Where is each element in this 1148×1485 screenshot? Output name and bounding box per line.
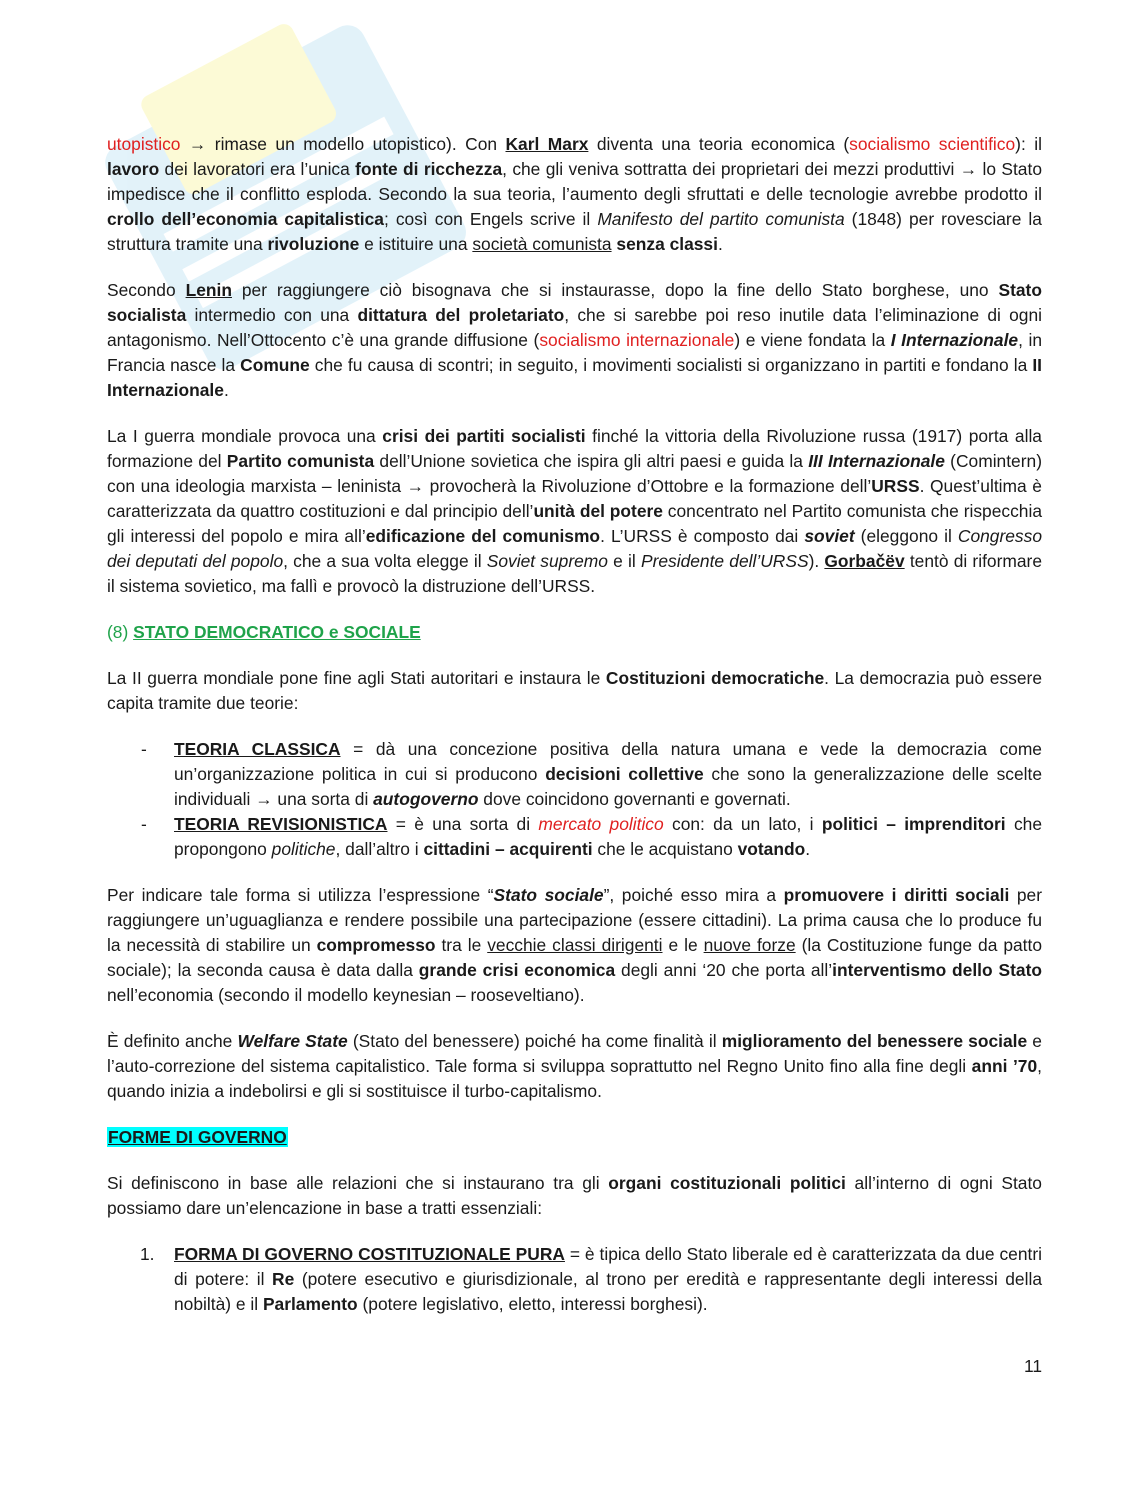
document-page [107, 132, 1042, 1338]
text-run: che sono la generalizzazione delle scelte individuali → una sorta di [174, 764, 1043, 809]
text-manifesto: Manifesto del partito comunista [597, 209, 845, 229]
text-run: che fu causa di scontri; in seguito, i movimenti socialisti si organizzano in partiti e fondano la [309, 355, 1033, 375]
text-run: per raggiungere un’uguaglianza e rendere possibile una partecipazione (essere cittadini). La prima causa che lo produce fu la necessità di stabilire un [107, 885, 1042, 955]
text-iii-internazionale: III Internazionale [808, 451, 945, 471]
text-run: . [805, 839, 811, 859]
text-run: che le acquistano [592, 839, 738, 859]
text-promuovere: promuovere i diritti sociali [783, 885, 1010, 905]
forme-list [107, 1242, 1042, 1317]
text-run: degli anni ‘20 che porta all’ [615, 960, 833, 980]
list-item-teoria-classica [107, 737, 1042, 812]
text-welfare-state: Welfare State [237, 1031, 348, 1051]
text-anni-70: anni ’70 [971, 1056, 1038, 1076]
text-rivoluzione: rivoluzione [267, 234, 360, 254]
text-organi: organi costituzionali politici [608, 1173, 846, 1193]
text-run: , che si sarebbe poi reso inutile data l’eliminazione di ogni antagonismo. Nell’Ottocento c’è una grande diffusione ( [107, 305, 1042, 350]
paragraph-organi [107, 1171, 1042, 1221]
page-number: 11 [1023, 1356, 1042, 1376]
text-run: tra le [435, 935, 488, 955]
section-title: STATO DEMOCRATICO e SOCIALE [133, 622, 421, 642]
text-run: e l’auto-correzione del sistema capitalistico. Tale forma si sviluppa soprattutto nel Regno Unito fino alla fine degli [107, 1031, 1042, 1076]
theories-list [107, 737, 1042, 862]
paragraph-urss [107, 424, 1042, 599]
list-marker: - [141, 739, 147, 759]
text-run: , in Francia nasce la [107, 330, 1043, 375]
list-item-teoria-revisionistica [107, 812, 1042, 862]
text-run: e il [607, 551, 641, 571]
text-gorbacev: Gorbačëv [824, 551, 905, 571]
text-socialismo-scientifico: socialismo scientifico [849, 134, 1016, 154]
text-i-internazionale: I Internazionale [890, 330, 1019, 350]
text-mercato-politico: mercato politico [538, 814, 664, 834]
text-lavoro: lavoro [107, 159, 160, 179]
text-run: finché la vittoria della Rivoluzione russa (1917) porta alla formazione del [107, 426, 1042, 471]
text-run: dove coincidono governanti e governati. [478, 789, 791, 809]
text-run: ”, poiché esso mira a [603, 885, 784, 905]
text-run: . L’URSS è composto dai [600, 526, 805, 546]
text-miglioramento: miglioramento del benessere sociale [721, 1031, 1028, 1051]
paragraph-marx [107, 132, 1042, 257]
text-re: Re [272, 1269, 295, 1289]
text-run: all’interno di ogni Stato possiamo dare un’elencazione in base a tratti essenziali: [107, 1173, 1042, 1218]
text-teoria-revisionistica: TEORIA REVISIONISTICA [174, 814, 388, 834]
text-senza-classi: senza classi [616, 234, 718, 254]
text-comune: Comune [240, 355, 310, 375]
text-presidente: Presidente dell’URSS [640, 551, 809, 571]
text-politici-imprenditori: politici – imprenditori [821, 814, 1006, 834]
text-run: La I guerra mondiale provoca una [107, 426, 383, 446]
text-run: dei lavoratori era l’unica [159, 159, 356, 179]
text-run: . La democrazia può essere capita tramite due teorie: [107, 668, 1042, 713]
paragraph-stato-sociale [107, 883, 1042, 1008]
section-title-highlighted: FORME DI GOVERNO [108, 1127, 287, 1147]
text-run: che propongono [174, 814, 1042, 859]
section-number: (8) [107, 622, 134, 642]
text-run: È definito anche [107, 1031, 238, 1051]
text-cittadini-acquirenti: cittadini – acquirenti [423, 839, 593, 859]
text-run: ; così con Engels scrive il [383, 209, 598, 229]
text-crollo: crollo dell’economia capitalistica [107, 209, 384, 229]
text-grande-crisi: grande crisi economica [418, 960, 616, 980]
text-fonte-di-ricchezza: fonte di ricchezza [355, 159, 503, 179]
text-karl-marx: Karl Marx [505, 134, 589, 154]
text-run: . Quest’ultima è caratterizzata da quattro costituzioni e dal principio dell’ [107, 476, 1042, 521]
text-run: , che a sua volta elegge il [283, 551, 487, 571]
text-run: Secondo [107, 280, 186, 300]
section-heading-forme-di-governo [107, 1125, 1042, 1150]
text-run: (potere esecutivo e giurisdizionale, al trono per eredità e rappresentante degli interessi della nobiltà) e il [174, 1269, 1042, 1314]
text-run: e le [662, 935, 704, 955]
paragraph-ii-guerra [107, 666, 1042, 716]
text-parlamento: Parlamento [262, 1294, 358, 1314]
list-marker: - [141, 814, 147, 834]
text-urss: URSS [871, 476, 920, 496]
text-congresso: Congresso dei deputati del popolo [107, 526, 1042, 571]
text-run: → rimase un modello utopistico). Con [180, 134, 506, 154]
text-run: (1848) per rovesciare la struttura tramite una [107, 209, 1042, 254]
text-unita-del-potere: unità del potere [533, 501, 663, 521]
text-autogoverno: autogoverno [373, 789, 479, 809]
text-run: (Comintern) con una ideologia marxista – leninista → provocherà la Rivoluzione d’Ottobre e la formazione dell’ [107, 451, 1042, 496]
text-run: Si definiscono in base alle relazioni che si instaurano tra gli [107, 1173, 609, 1193]
text-run: , che gli veniva sottratta dei proprietari dei mezzi produttivi → lo Stato impedisce che il conflitto esploda. Secondo la sua teoria, l’aumento degli sfruttati e delle tecnologie avrebbe prodotto il [107, 159, 1042, 204]
text-run: diventa una teoria economica ( [588, 134, 850, 154]
text-costituzioni: Costituzioni democratiche [605, 668, 825, 688]
text-dittatura: dittatura del proletariato [357, 305, 565, 325]
text-run: (Stato del benessere) poiché ha come finalità il [347, 1031, 722, 1051]
text-run: Per indicare tale forma si utilizza l’espressione “ [107, 885, 494, 905]
text-run: = dà una concezione positiva della natura umana e vede la democrazia come un’organizzazione politica in cui si producono [174, 739, 1042, 784]
text-interventismo: interventismo dello Stato [832, 960, 1042, 980]
text-soviet: soviet [804, 526, 855, 546]
text-run: nell’economia (secondo il modello keynesian – rooseveltiano). [107, 985, 585, 1005]
text-edificazione: edificazione del comunismo [365, 526, 601, 546]
text-run: intermedio con una [186, 305, 358, 325]
text-run: dell’Unione sovietica che ispira gli altri paesi e guida la [374, 451, 809, 471]
text-utopistico: utopistico [107, 134, 181, 154]
text-lenin: Lenin [185, 280, 232, 300]
section-heading-stato-democratico [107, 620, 1042, 645]
list-marker: 1. [140, 1244, 155, 1264]
text-crisi-partiti: crisi dei partiti socialisti [382, 426, 586, 446]
text-forma-costituzionale: FORMA DI GOVERNO COSTITUZIONALE PURA [174, 1244, 565, 1264]
text-run: concentrato nel Partito comunista che rispecchia gli interessi del popolo e mira all’ [107, 501, 1042, 546]
paragraph-welfare [107, 1029, 1042, 1104]
text-soviet-supremo: Soviet supremo [486, 551, 608, 571]
text-run: (eleggono il [854, 526, 958, 546]
text-run: . [717, 234, 723, 254]
text-nuove-forze: nuove forze [703, 935, 796, 955]
text-run: per raggiungere ciò bisognava che si instaurasse, dopo la fine dello Stato borghese, uno [231, 280, 999, 300]
text-run: , dall’altro i [335, 839, 424, 859]
text-run: ): il [1015, 134, 1042, 154]
text-run: (potere legislativo, eletto, interessi borghesi). [357, 1294, 708, 1314]
text-run: ) e viene fondata la [734, 330, 891, 350]
list-item-forma-costituzionale [107, 1242, 1042, 1317]
text-politiche: politiche [271, 839, 336, 859]
text-compromesso: compromesso [316, 935, 436, 955]
text-ii-internazionale: II Internazionale [107, 355, 1042, 400]
text-partito-comunista: Partito comunista [226, 451, 375, 471]
text-run: , quando inizia a indebolirsi e gli si sostituisce il turbo-capitalismo. [107, 1056, 1042, 1101]
text-societa-comunista: società comunista [472, 234, 612, 254]
paragraph-lenin [107, 278, 1042, 403]
text-run: (la Costituzione funge da patto sociale); la seconda causa è data dalla [107, 935, 1043, 980]
text-vecchie-classi: vecchie classi dirigenti [487, 935, 663, 955]
text-votando: votando [737, 839, 806, 859]
text-socialismo-internazionale: socialismo internazionale [539, 330, 735, 350]
text-run: e istituire una [359, 234, 473, 254]
text-teoria-classica: TEORIA CLASSICA [174, 739, 341, 759]
text-decisioni-collettive: decisioni collettive [545, 764, 704, 784]
text-run: con: da un lato, i [663, 814, 822, 834]
text-run: tentò di riformare il sistema sovietico, ma fallì e provocò la distruzione dell’URSS. [107, 551, 1042, 596]
text-run: = è tipica dello Stato liberale ed è caratterizzata da due centri di potere: il [174, 1244, 1042, 1289]
text-stato-socialista: Stato socialista [107, 280, 1042, 325]
text-run: . [223, 380, 229, 400]
text-run: = è una sorta di [387, 814, 539, 834]
text-stato-sociale: Stato sociale [493, 885, 604, 905]
text-run: La II guerra mondiale pone fine agli Stati autoritari e instaura le [107, 668, 606, 688]
text-run: ). [808, 551, 825, 571]
